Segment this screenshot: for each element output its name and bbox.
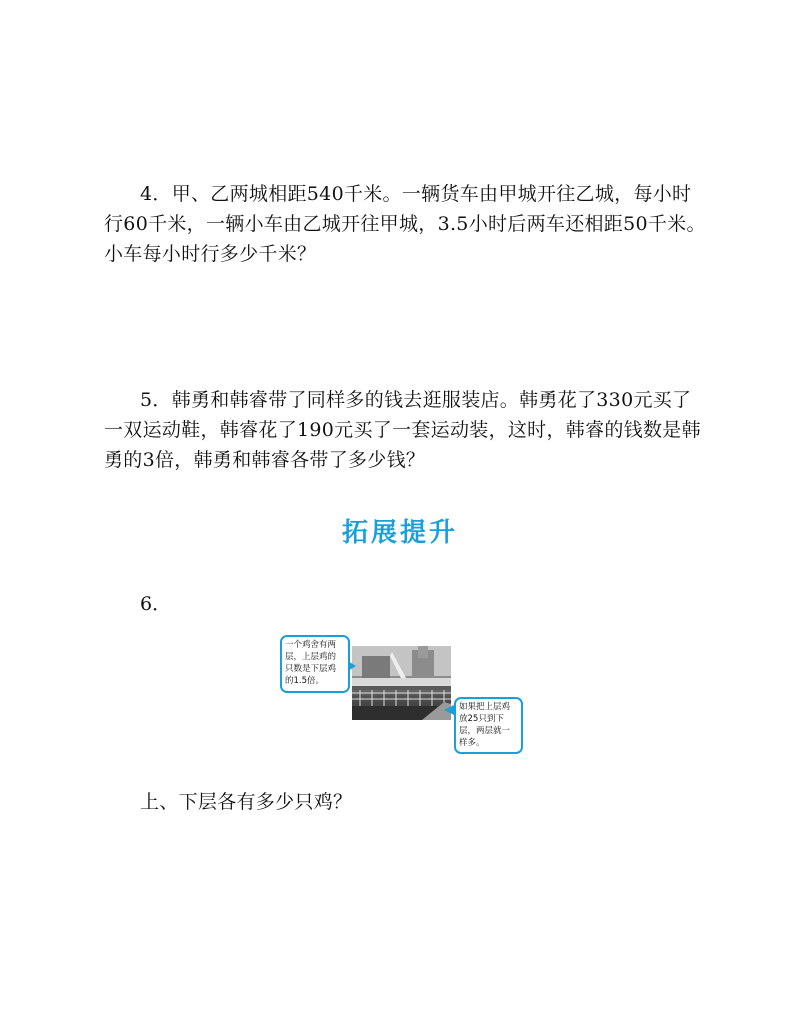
bubble-right-line-2: 放25只到下 (459, 714, 504, 724)
speech-bubble-left (280, 635, 350, 693)
chicken-coop-figure (278, 633, 528, 755)
question-4-line-2: 行60千米，一辆小车由乙城开往甲城，3.5小时后两车还相距50千米。 (104, 213, 706, 235)
chicken-coop-photo (352, 646, 451, 720)
question-6-number: 6． (140, 593, 172, 615)
bubble-left-line-4: 的1.5倍。 (285, 676, 325, 686)
speech-bubble-right (454, 697, 523, 754)
bubble-right-tail (444, 705, 454, 715)
chicken-coop-photo-art (352, 646, 451, 720)
bubble-left-line-3: 只数是下层鸡 (285, 664, 337, 674)
question-5-line-2: 一双运动鞋，韩睿花了190元买了一套运动装，这时，韩睿的钱数是韩 (104, 419, 701, 441)
question-5-line-3: 勇的3倍，韩勇和韩睿各带了多少钱？ (104, 449, 426, 471)
bubble-right-line-1: 如果把上层鸡 (459, 702, 511, 712)
bubble-right-line-4: 样多。 (459, 738, 485, 748)
question-6-text: 上、下层各有多少只鸡？ (140, 791, 353, 813)
question-5 (104, 385, 704, 475)
bubble-left-line-2: 层，上层鸡的 (285, 652, 337, 662)
bubble-left-line-1: 一个鸡舍有两 (285, 640, 337, 650)
question-4-line-1: 4．甲、乙两城相距540千米。一辆货车由甲城开往乙城，每小时 (140, 183, 692, 205)
question-4 (104, 179, 704, 269)
bubble-right-line-3: 层，两层就一 (459, 726, 511, 736)
section-title: 拓展提升 (341, 518, 458, 548)
question-5-line-1: 5．韩勇和韩睿带了同样多的钱去逛服装店。韩勇花了330元买了 (140, 389, 692, 411)
question-4-line-3: 小车每小时行多少千米？ (104, 243, 317, 265)
